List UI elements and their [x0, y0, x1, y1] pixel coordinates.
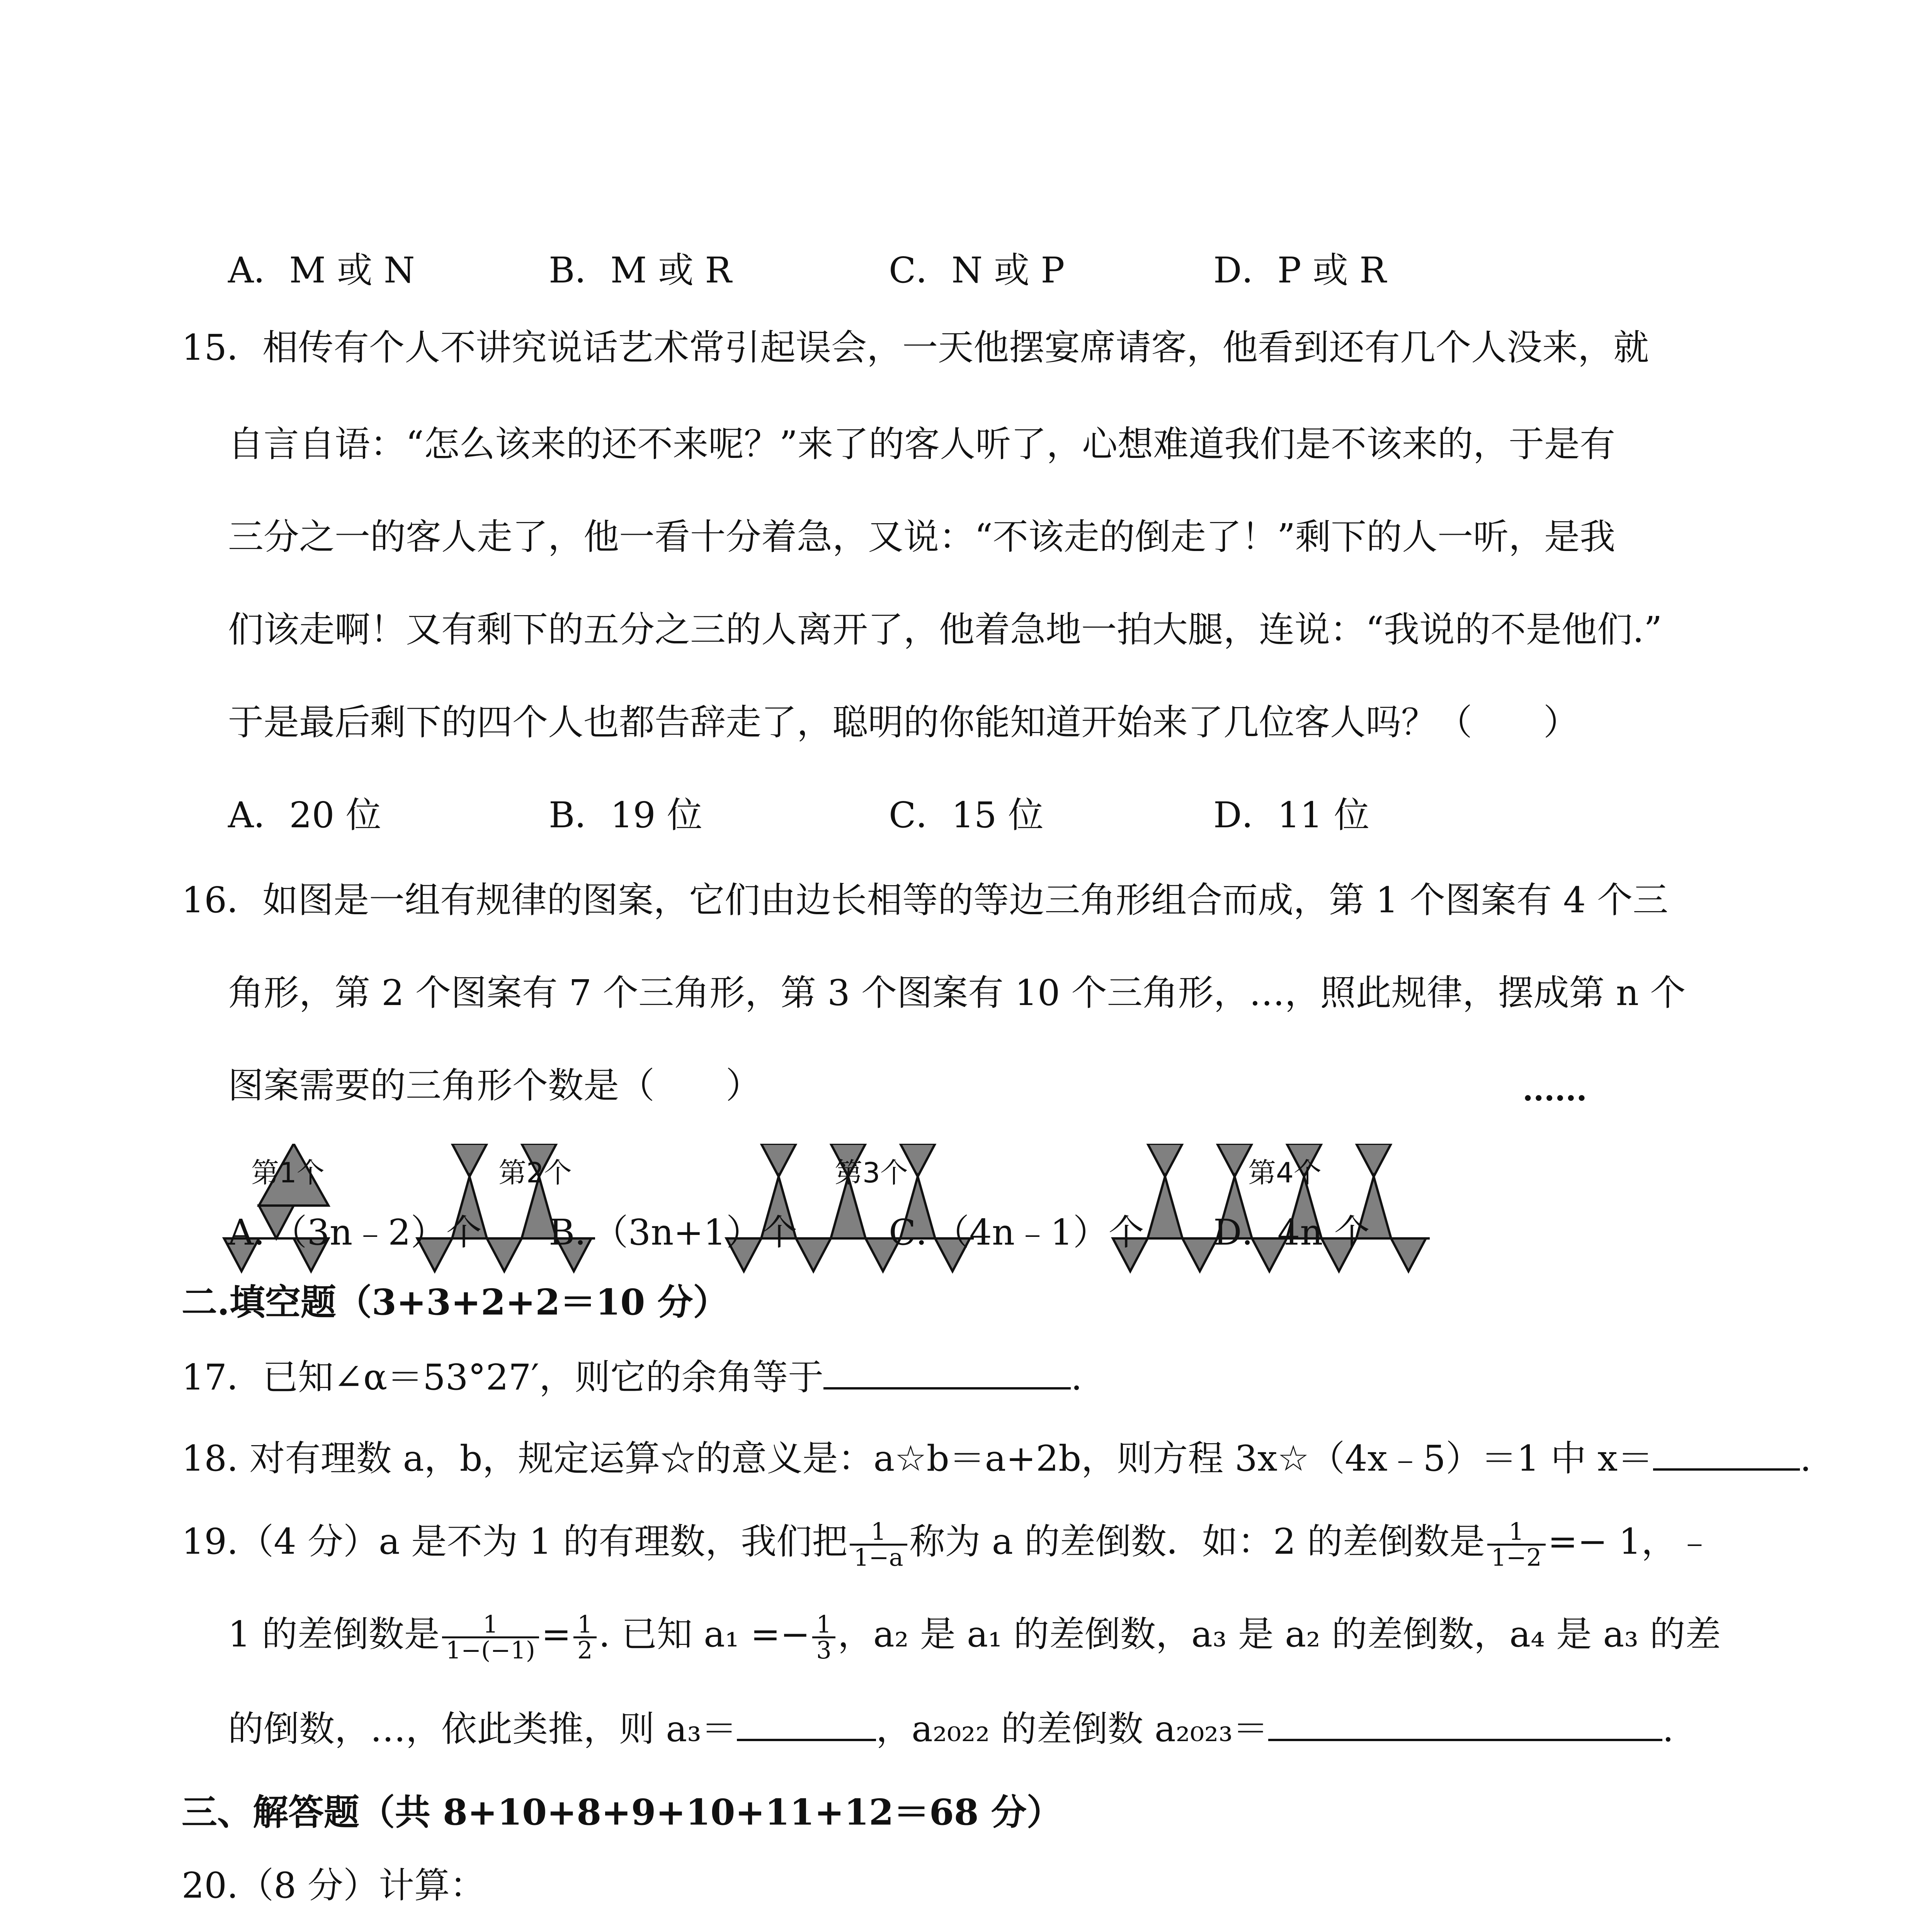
q19-line-3 [228, 1704, 1674, 1752]
q19-frac-1-num: 1 [850, 1520, 907, 1546]
triangle-top [761, 1144, 796, 1177]
q19-frac-5-num: 1 [812, 1612, 835, 1638]
q16-line-1: 16．如图是一组有规律的图案，它们由边长相等的等边三角形组合而成，第 1 个图案有 4 个三 [182, 879, 1669, 921]
q15-line-4: 们该走啊！又有剩下的五分之三的人离开了，他着急地一拍大腿，连说：“我说的不是他们.” [228, 609, 1662, 650]
q15-line-3: 三分之一的客人走了，他一看十分着急，又说：“不该走的倒走了！”剩下的人一听，是我 [228, 516, 1616, 558]
q18-answer-blank[interactable] [1653, 1434, 1800, 1471]
q14-option-d[interactable]: D．P 或 R [1213, 250, 1386, 291]
q19-frac-4-num: 1 [573, 1612, 596, 1638]
q19-l2-a: 1 的差倒数是 [228, 1614, 440, 1655]
q17-text: 17．已知∠α＝53°27′，则它的余角等于 [182, 1357, 824, 1398]
q19-frac-5 [812, 1612, 835, 1662]
q19-frac-2-num: 1 [1487, 1520, 1546, 1546]
q16-figure-label-3: 第3个 [835, 1156, 908, 1189]
q19-frac-3 [442, 1612, 539, 1662]
q17-end: . [1071, 1357, 1082, 1398]
q19-answer-blank-2[interactable] [1268, 1704, 1662, 1741]
q19-l2-b: = [541, 1614, 572, 1655]
section-3-title: 三、解答题（共 8+10+8+9+10+11+12＝68 分） [182, 1791, 1062, 1833]
q15-option-d[interactable]: D．11 位 [1213, 794, 1370, 836]
triangle-top [1217, 1144, 1252, 1177]
q15-option-a[interactable]: A．20 位 [228, 794, 381, 836]
triangle-down [1391, 1238, 1426, 1271]
q19-l1-a: 19.（4 分）a 是不为 1 的有理数，我们把 [182, 1521, 848, 1562]
triangle-up [1148, 1177, 1182, 1238]
q16-option-d[interactable]: D．4n 个 [1213, 1212, 1370, 1253]
q16-option-a[interactable]: A．（3n﹣2）个 [228, 1212, 482, 1253]
q19-frac-4 [573, 1612, 596, 1662]
triangle-top [452, 1144, 487, 1177]
q16-option-c[interactable]: C．（4n﹣1）个 [889, 1212, 1144, 1253]
q19-l3-a: 的倒数，…，依此类推，则 a₃＝ [228, 1708, 737, 1750]
q15-line-5: 于是最后剩下的四个人也都告辞走了，聪明的你能知道开始来了几位客人吗？（ ） [228, 702, 1579, 743]
q16-option-b[interactable]: B．（3n+1）个 [549, 1212, 798, 1253]
section-2-title: 二.填空题（3+3+2+2＝10 分） [182, 1281, 729, 1323]
q19-frac-2-den: 1−2 [1491, 1543, 1542, 1571]
q19-frac-3-num: 1 [442, 1612, 539, 1638]
q19-line-1 [182, 1519, 1713, 1570]
q19-line-2 [228, 1611, 1721, 1662]
q14-option-c[interactable]: C．N 或 P [889, 250, 1065, 291]
q18-end: . [1800, 1438, 1812, 1479]
q19-frac-3-den: 1−(−1) [446, 1636, 535, 1664]
q16-line-3: 图案需要的三角形个数是（ ） [228, 1065, 762, 1106]
q15-option-c[interactable]: C．15 位 [889, 794, 1044, 836]
q16-figure-label-4: 第4个 [1248, 1156, 1322, 1189]
q19-answer-blank-1[interactable] [737, 1704, 876, 1741]
q19-l1-b: 称为 a 的差倒数．如：2 的差倒数是 [909, 1521, 1485, 1562]
q19-l1-c: =− 1，﹣ [1548, 1521, 1713, 1562]
triangle-down [487, 1238, 522, 1271]
q19-frac-1 [850, 1517, 907, 1571]
q15-line-1: 15．相传有个人不讲究说话艺术常引起误会，一天他摆宴席请客，他看到还有几个人没来，就 [182, 327, 1649, 368]
triangle-down [1182, 1238, 1217, 1271]
q18-text: 18. 对有理数 a，b，规定运算☆的意义是：a☆b＝a+2b，则方程 3x☆（4x﹣5）＝1 中 x＝ [182, 1438, 1653, 1479]
q17-answer-blank[interactable] [823, 1352, 1071, 1389]
triangle-top [1356, 1144, 1391, 1177]
q20-title: 20.（8 分）计算： [182, 1865, 486, 1906]
q14-option-a[interactable]: A．M 或 N [228, 250, 415, 291]
q16-figure-ellipsis: ...... [1522, 1071, 1587, 1108]
triangle-top [1148, 1144, 1182, 1177]
q18 [182, 1434, 1811, 1482]
q19-frac-1-den: 1−a [854, 1543, 903, 1571]
q16-line-2: 角形，第 2 个图案有 7 个三角形，第 3 个图案有 10 个三角形，…，照此规律，摆成第 n 个 [228, 972, 1686, 1014]
q19-l3-end: . [1662, 1708, 1674, 1750]
triangle-down [796, 1238, 831, 1271]
q17 [182, 1352, 1082, 1401]
q19-frac-4-den: 2 [577, 1636, 593, 1664]
q16-figure-label-2: 第2个 [498, 1156, 572, 1189]
q19-l2-c: . 已知 a₁ =− [599, 1614, 810, 1655]
q19-l3-b: ，a₂₀₂₂ 的差倒数 a₂₀₂₃＝ [876, 1708, 1269, 1750]
q19-frac-2 [1487, 1517, 1546, 1571]
q15-option-b[interactable]: B．19 位 [549, 794, 703, 836]
q15-line-2: 自言自语：“怎么该来的还不来呢？”来了的客人听了，心想难道我们是不该来的，于是有 [228, 423, 1616, 465]
q14-option-b[interactable]: B．M 或 R [549, 250, 732, 291]
q16-figure-label-1: 第1个 [251, 1156, 325, 1189]
q19-frac-5-den: 3 [816, 1636, 832, 1664]
q19-l2-d: ，a₂ 是 a₁ 的差倒数，a₃ 是 a₂ 的差倒数，a₄ 是 a₃ 的差 [837, 1614, 1721, 1655]
